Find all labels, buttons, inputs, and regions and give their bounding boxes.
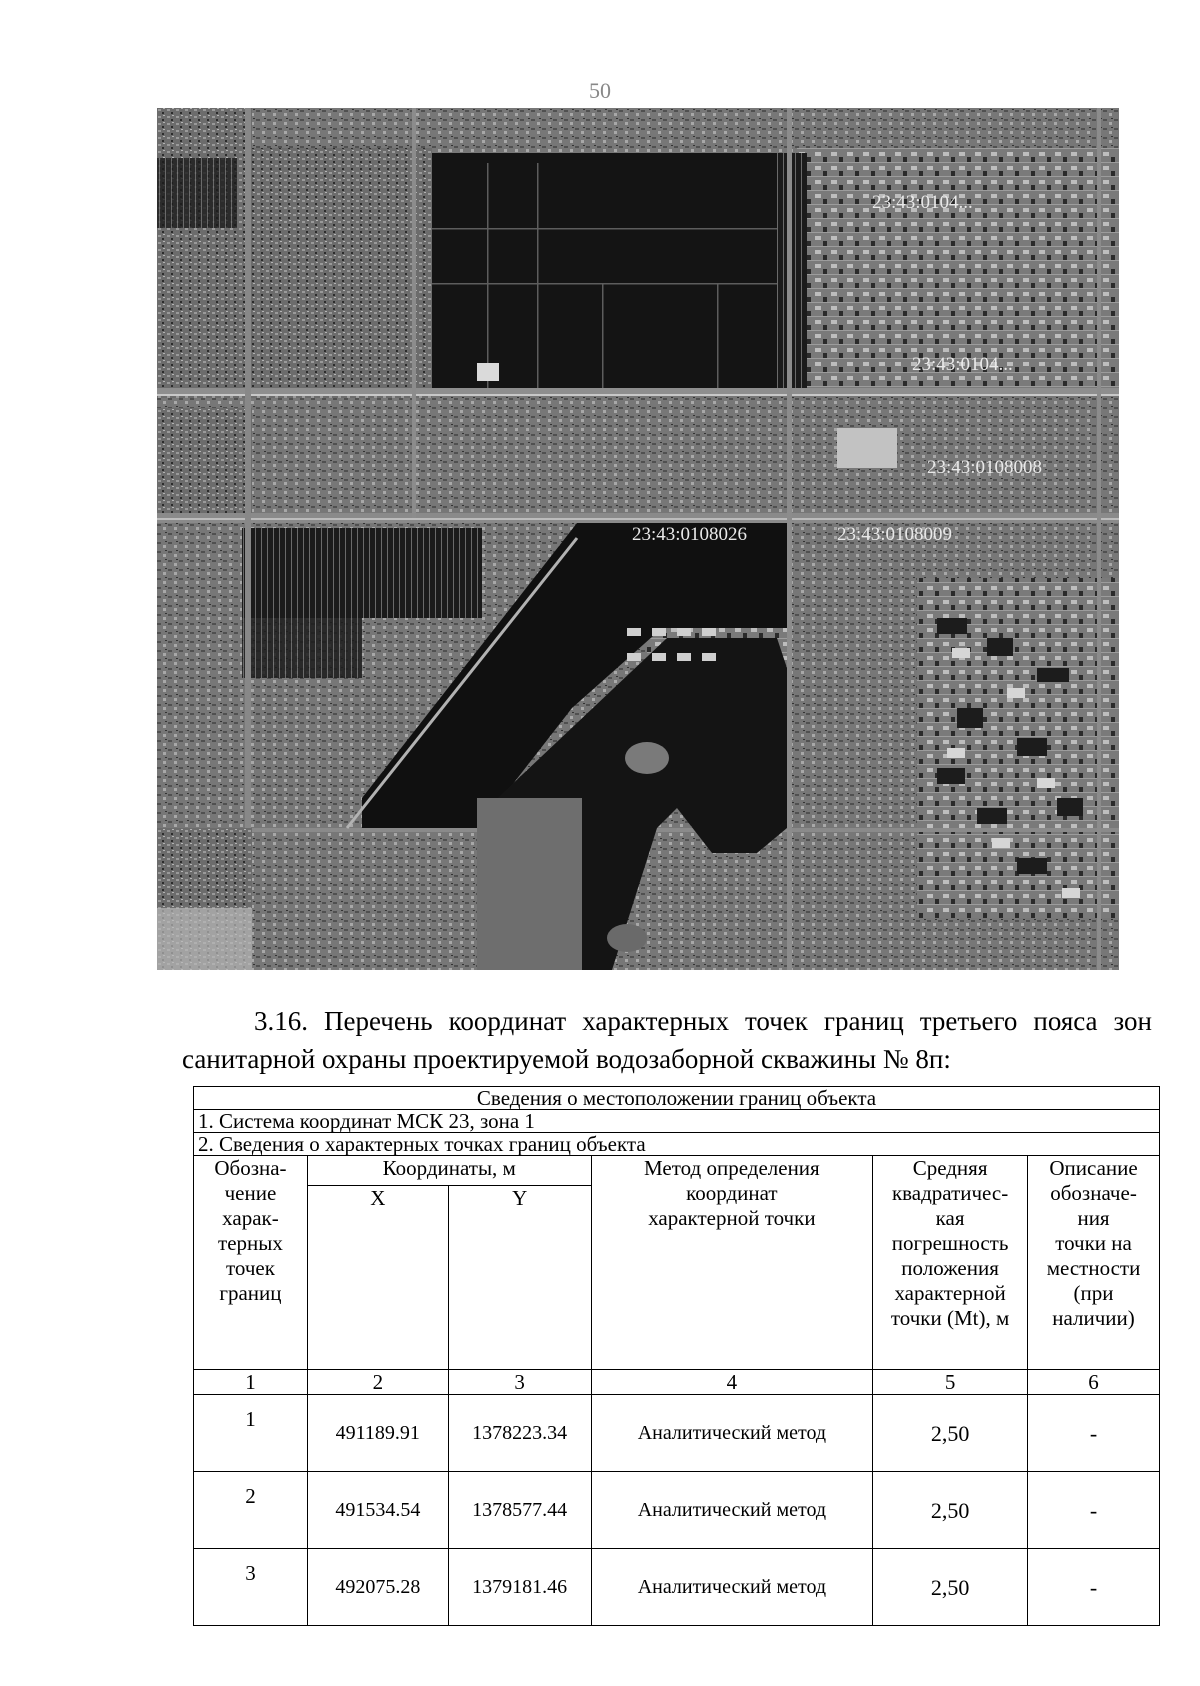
coordinate-y: 1378223.34	[448, 1395, 591, 1472]
satellite-map-drawing	[157, 108, 1119, 970]
error-value: 2,50	[873, 1395, 1028, 1472]
method: Аналитический метод	[591, 1472, 873, 1549]
coordinate-x: 491534.54	[307, 1472, 448, 1549]
header-coordinates: Координаты, м	[307, 1156, 591, 1186]
header-method: Метод определения координат характерной точки	[591, 1156, 873, 1370]
error-value: 2,50	[873, 1549, 1028, 1626]
column-number: 6	[1028, 1370, 1160, 1395]
method: Аналитический метод	[591, 1549, 873, 1626]
heading-line-1: 3.16. Перечень координат характерных точек границ третьего пояса зон	[254, 1006, 1152, 1036]
section-heading	[182, 1002, 1152, 1078]
error-value: 2,50	[873, 1472, 1028, 1549]
table-title: Сведения о местоположении границ объекта	[194, 1087, 1160, 1110]
table-row	[194, 1549, 1160, 1626]
coordinate-x: 491189.91	[307, 1395, 448, 1472]
point-number: 3	[194, 1549, 308, 1626]
column-number: 1	[194, 1370, 308, 1395]
coordinates-table	[193, 1086, 1160, 1626]
coordinate-y: 1379181.46	[448, 1549, 591, 1626]
coordinate-y: 1378577.44	[448, 1472, 591, 1549]
column-number: 3	[448, 1370, 591, 1395]
map-label: 23:43:0104...	[912, 354, 1013, 375]
header-designation: Обозна- чение харак- терных точек границ	[194, 1156, 308, 1370]
description: -	[1028, 1472, 1160, 1549]
heading-line-2: санитарной охраны проектируемой водозаборной скважины № 8п:	[182, 1044, 951, 1074]
map-label: 23:43:0108009	[837, 524, 953, 545]
description: -	[1028, 1395, 1160, 1472]
header-y: Y	[448, 1186, 591, 1370]
coordinate-x: 492075.28	[307, 1549, 448, 1626]
method: Аналитический метод	[591, 1395, 873, 1472]
point-number: 1	[194, 1395, 308, 1472]
column-number: 4	[591, 1370, 873, 1395]
table-row	[194, 1395, 1160, 1472]
description: -	[1028, 1549, 1160, 1626]
table-row	[194, 1472, 1160, 1549]
map-label: 23:43:0108026	[632, 524, 748, 545]
map-label: 23:43:0104...	[872, 192, 973, 213]
point-number: 2	[194, 1472, 308, 1549]
points-info-row: 2. Сведения о характерных точках границ объекта	[194, 1133, 1160, 1156]
header-error: Средняя квадратичес- кая погрешность положения характерной точки (Mt), м	[873, 1156, 1028, 1370]
coordinate-system-row: 1. Система координат МСК 23, зона 1	[194, 1110, 1160, 1133]
column-number: 5	[873, 1370, 1028, 1395]
map-label: 23:43:0108008	[927, 457, 1043, 478]
satellite-map-image	[157, 108, 1119, 970]
header-x: X	[307, 1186, 448, 1370]
header-description: Описание обозначе- ния точки на местности (при наличии)	[1028, 1156, 1160, 1370]
column-number: 2	[307, 1370, 448, 1395]
page-number: 50	[589, 78, 611, 103]
